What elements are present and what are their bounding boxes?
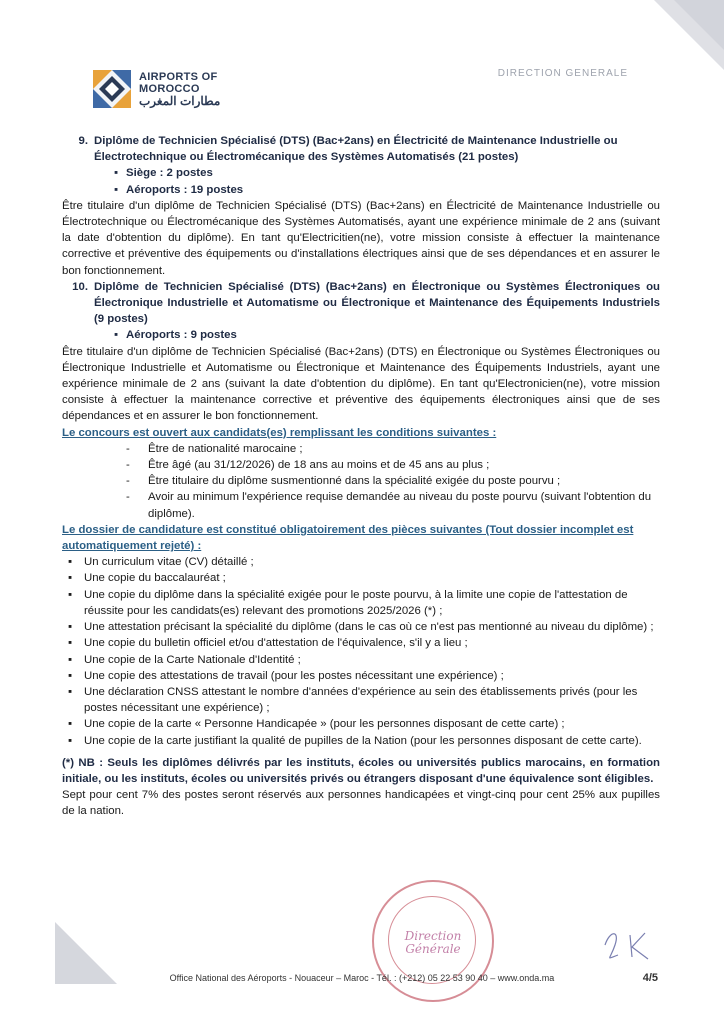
dossier-item: ▪ Une copie du baccalauréat ; (62, 570, 660, 586)
item-9-title (62, 133, 660, 165)
corner-decoration-top-right (654, 0, 724, 70)
nb-note: (*) NB : Seuls les diplômes délivrés par les instituts, écoles ou universités publics marocains, en formation initiale, ou les instituts, écoles ou universités privés ou étrangers disposant d'une équivalence sont éligibles. (62, 756, 660, 785)
condition-text: - Avoir au minimum l'expérience requise demandée au niveau du poste pourvu (suivant l'obtention du diplôme). (148, 491, 652, 520)
conditions-heading: Le concours est ouvert aux candidats(es) remplissant les conditions suivantes : (62, 426, 497, 439)
header-direction: DIRECTION GENERALE (497, 68, 628, 79)
item-9-description: Être titulaire d'un diplôme de Technicien Spécialisé (DTS) (Bac+2ans) en Électricité de Maintenance Industrielle ou Électrotechnique ou Électromécanique des Systèmes Automatisés, ayant une expérience minimale de 2 ans (suivant la date d'obtention du diplôme). En tant qu'Electricitien(ne), votre mission consiste à effectuer la maintenance corrective et préventive des équipements ou d'installations électriques ainsi que de ses dépendances et en assurer le bon fonctionnement. (62, 199, 660, 277)
official-stamp (372, 880, 494, 1002)
condition-text: - Être de nationalité marocaine ; (148, 442, 303, 455)
item-number: 10. (72, 280, 88, 293)
dossier-item: ▪ Une attestation précisant la spécialité du diplôme (dans le cas où ce n'est pas mentionné au niveau du diplôme) ; (62, 619, 660, 635)
dossier-item: ▪ Une copie des attestations de travail (pour les postes nécessitant une expérience) ; (62, 668, 660, 684)
company-logo (93, 70, 229, 108)
item-number: 9. (78, 135, 88, 147)
signature-icon (600, 925, 660, 965)
dossier-heading: Le dossier de candidature est constitué obligatoirement des pièces suivantes (Tout dossier incomplet est automatiquement rejeté) : (62, 523, 634, 553)
logo-icon (93, 70, 131, 108)
dossier-item: ▪ Un curriculum vitae (CV) détaillé ; (62, 554, 660, 570)
footer-text: Office National des Aéroports - Nouaceur – Maroc - Tél. : (+212) 05 22 53 90 40 – www.onda.ma (169, 973, 555, 983)
dossier-item: ▪ Une copie de la carte justifiant la qualité de pupilles de la Nation (pour les personnes disposant de cette carte). (62, 733, 660, 749)
quota-note: Sept pour cent 7% des postes seront réservés aux personnes handicapées et vingt-cinq pour cent 25% aux pupilles de la nation. (62, 789, 660, 818)
item-10-sub-1: ▪ Aéroports : 9 postes (62, 327, 660, 343)
condition-item (62, 441, 660, 457)
item-10-description: Être titulaire d'un diplôme de Technicien Spécialisé (Bac+2ans) (DTS) en Électronique ou Systèmes Électroniques ou Électronique Industrielle et Automatisme ou Électronique et Maintenance des Équipements Industriels, ayant une expérience minimale de 2 ans (suivant la date d'obtention du diplôme). En tant qu'Electronicien(ne), votre mission consiste à effectuer la maintenance corrective et préventive des équipements électroniques ainsi que de ses dépendances et en assurer le bon fonctionnement. (62, 345, 660, 423)
dossier-item: ▪ Une copie de la carte « Personne Handicapée » (pour les personnes disposant de cette carte) ; (62, 716, 660, 732)
document-body (62, 133, 660, 820)
dossier-item: ▪ Une déclaration CNSS attestant le nombre d'années d'expérience au sein des établissements privés (pour les postes nécessitant une expérience) ; (62, 684, 660, 716)
condition-item (62, 457, 660, 473)
logo-text-ar: مطارات المغرب (139, 94, 221, 108)
condition-item (62, 489, 660, 521)
item-title-text: Diplôme de Technicien Spécialisé (DTS) (Bac+2ans) en Électricité de Maintenance Industrielle ou Électrotechnique ou Électromécanique des Systèmes Automatisés (21 postes) (94, 135, 618, 164)
condition-text: - Être âgé (au 31/12/2026) de 18 ans au moins et de 45 ans au plus ; (148, 459, 490, 472)
condition-item (62, 473, 660, 489)
condition-text: - Être titulaire du diplôme susmentionné dans la spécialité exigée du poste pourvu ; (148, 475, 561, 488)
stamp-text: Direction Générale (404, 929, 462, 956)
page-number: 4/5 (642, 972, 658, 984)
item-9-sub-1: ▪ Siège : 2 postes (62, 165, 660, 181)
item-9-sub-2: ▪ Aéroports : 19 postes (62, 182, 660, 198)
dossier-item: ▪ Une copie du diplôme dans la spécialité exigée pour le poste pourvu, à la limite une copie de l'attestation de réussite pour les candidats(es) relevant des promotions 2025/2026 (*) ; (62, 587, 660, 619)
dossier-item: ▪ Une copie du bulletin officiel et/ou d'attestation de l'équivalence, s'il y a lieu ; (62, 635, 660, 651)
dossier-item: ▪ Une copie de la Carte Nationale d'Identité ; (62, 652, 660, 668)
item-title-text: Diplôme de Technicien Spécialisé (DTS) (Bac+2ans) en Électronique ou Systèmes Électroniques ou Électronique Industrielle et Automatisme ou Électronique et Maintenance des Équipements Industriels (9 postes) (94, 280, 660, 326)
logo-text-en: AIRPORTS OF MOROCCO (139, 71, 218, 95)
item-10-title (62, 279, 660, 328)
